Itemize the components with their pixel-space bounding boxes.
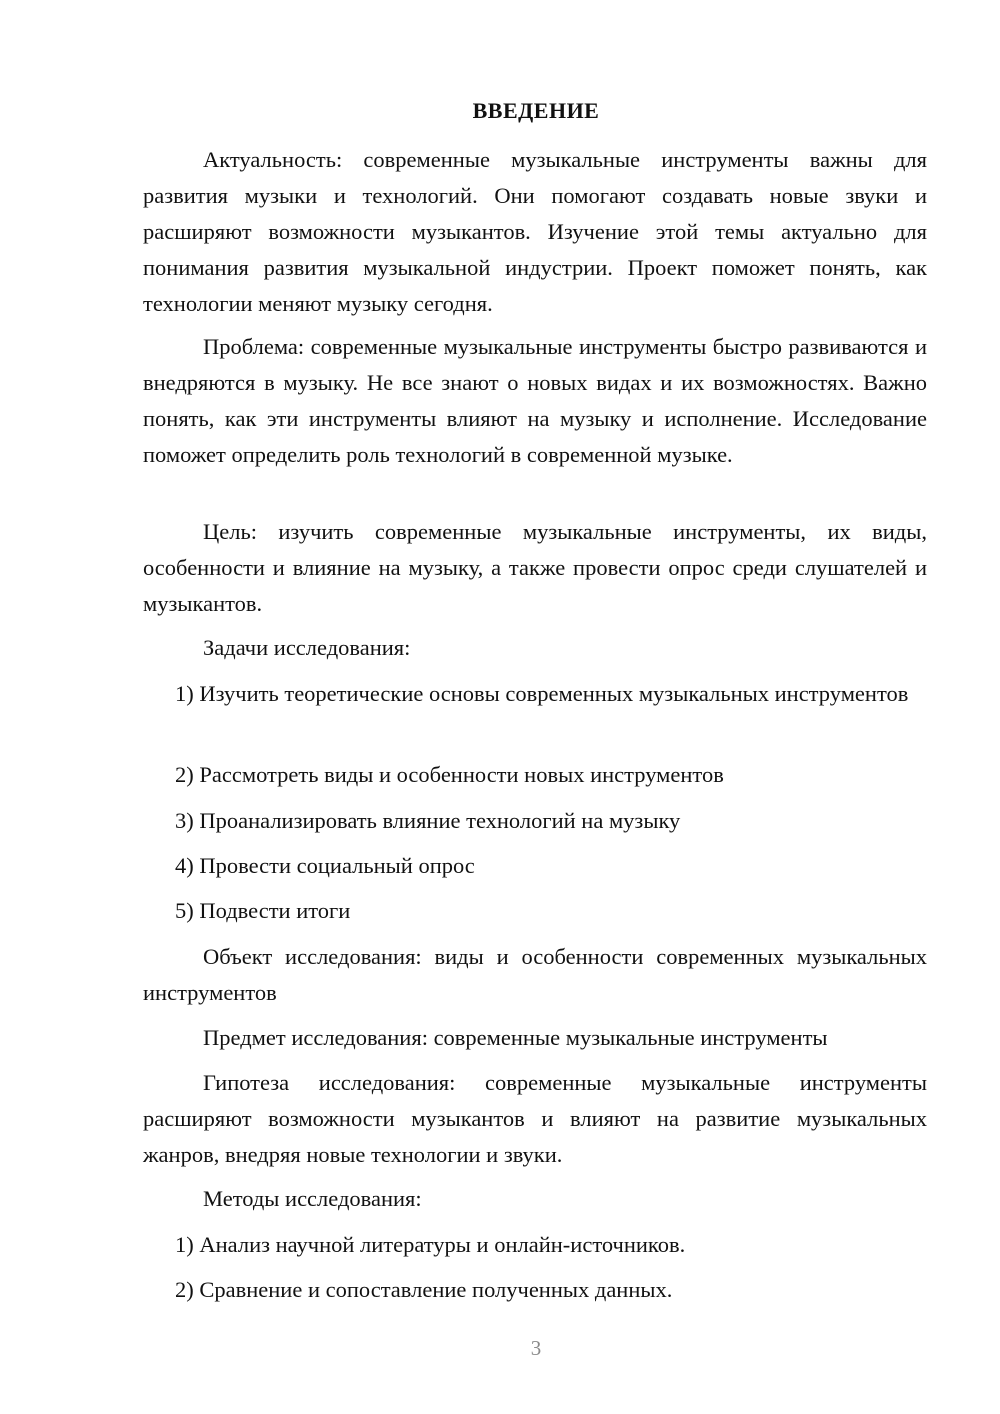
method-item-1: 1) Анализ научной литературы и онлайн-источников. — [175, 1232, 686, 1257]
relevance-paragraph: Актуальность: современные музыкальные инструменты важны для развития музыки и технологий. Они помогают создавать новые звуки и расширяют возможности музыкантов. Изучение этой темы актуально для понимания развития музыкальной индустрии. Проект поможет понять, как технологии меняют музыку сегодня. — [143, 147, 927, 316]
methods-title: Методы исследования: — [203, 1186, 422, 1211]
task-item-5: 5) Подвести итоги — [175, 898, 351, 923]
method-item-2: 2) Сравнение и сопоставление полученных данных. — [175, 1277, 673, 1302]
task-item-2: 2) Рассмотреть виды и особенности новых инструментов — [175, 762, 724, 787]
page-number: 3 — [530, 1336, 542, 1360]
problem-paragraph: Проблема: современные музыкальные инструменты быстро развиваются и внедряются в музыку. Не все знают о новых видах и их возможностях. Важно понять, как эти инструменты влияют на музыку и исполнение. Исследование поможет определить роль технологий в современной музыке. — [143, 334, 927, 467]
task-item-3: 3) Проанализировать влияние технологий на музыку — [175, 808, 681, 833]
object-paragraph: Объект исследования: виды и особенности современных музыкальных инструментов — [143, 944, 927, 1005]
hypothesis-paragraph: Гипотеза исследования: современные музыкальные инструменты расширяют возможности музыкантов и влияют на развитие музыкальных жанров, внедряя новые технологии и звуки. — [143, 1070, 927, 1167]
task-item-1: 1) Изучить теоретические основы современных музыкальных инструментов — [175, 681, 909, 706]
goal-paragraph: Цель: изучить современные музыкальные инструменты, их виды, особенности и влияние на музыку, а также провести опрос среди слушателей и музыкантов. — [143, 519, 927, 616]
subject-paragraph: Предмет исследования: современные музыкальные инструменты — [203, 1025, 828, 1050]
tasks-title: Задачи исследования: — [203, 635, 411, 660]
section-heading: ВВЕДЕНИЕ — [472, 98, 600, 123]
task-item-4: 4) Провести социальный опрос — [175, 853, 475, 878]
